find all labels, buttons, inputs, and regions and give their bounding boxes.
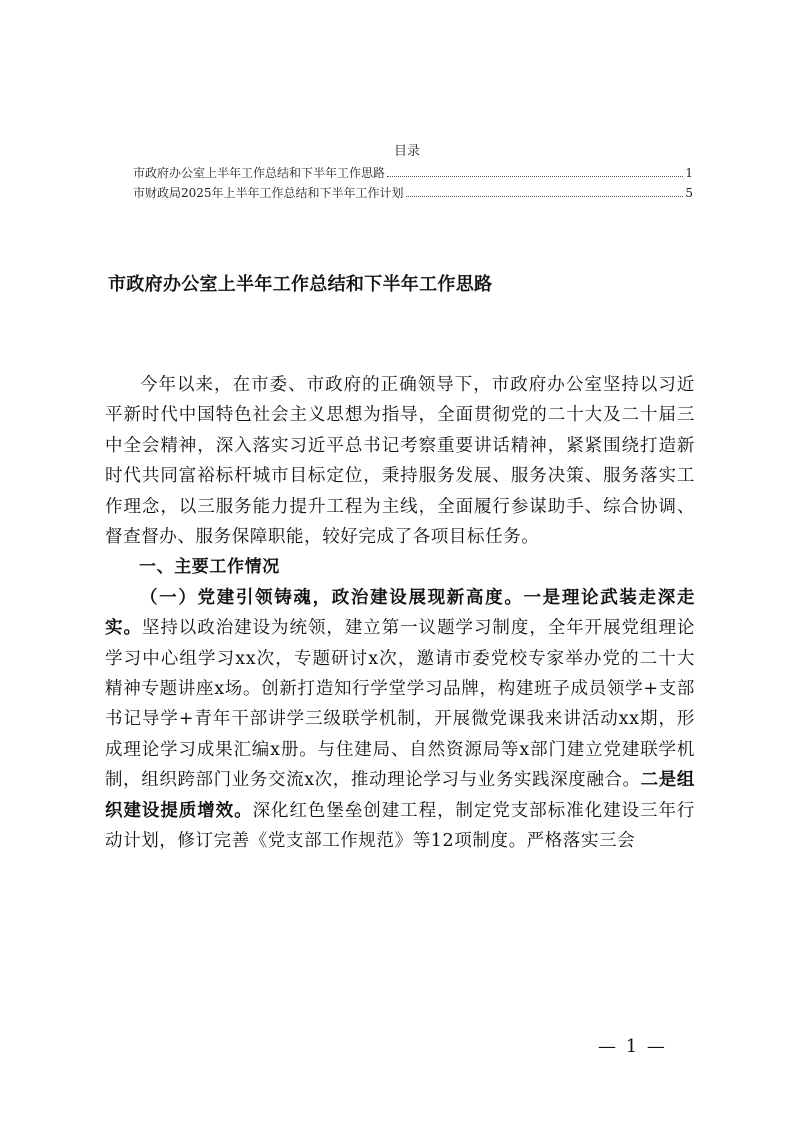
toc-entry-page: 5 (685, 186, 693, 200)
key-point-1: 一是理论武装走深走实。 (105, 587, 695, 639)
page-number: — 1 — (598, 1036, 667, 1057)
document-title: 市政府办公室上半年工作总结和下半年工作思路 (108, 274, 493, 295)
body-paragraph (105, 583, 695, 857)
toc-entry[interactable] (133, 163, 693, 183)
toc-dot-leader (387, 175, 683, 177)
intro-paragraph: 今年以来，在市委、市政府的正确领导下，市政府办公室坚持以习近平新时代中国特色社会主义思想为指导，全面贯彻党的二十大及二十届三中全会精神，深入落实习近平总书记考察重要讲话精神，紧紧围绕打造新时代共同富裕标杆城市目标定位，秉持服务发展、服务决策、服务落实工作理念，以三服务能力提升工程为主线，全面履行参谋助手、综合协调、督查督办、服务保障职能，较好完成了各项目标任务。 (105, 375, 695, 548)
toc-dot-leader (406, 195, 684, 197)
toc-entry-label: 市政府办公室上半年工作总结和下半年工作思路 (133, 166, 386, 180)
paragraph-text-2: 深化红色堡垒创建工程，制定党支部标准化建设三年行动计划，修订完善《党支部工作规范》等12项制度。严格落实三会 (105, 800, 695, 852)
toc-entry-label: 市财政局2025年上半年工作总结和下半年工作计划 (133, 186, 404, 200)
paragraph-text-1: 坚持以政治建设为统领，建立第一议题学习制度，全年开展党组理论学习中心组学习xx次，专题研讨x次，邀请市委党校专家举办党的二十大精神专题讲座x场。创新打造知行学堂学习品牌，构建班子成员领学+支部书记导学+青年干部讲学三级联学机制，开展微党课我来讲活动xx期，形成理论学习成果汇编x册。与住建局、自然资源局等x部门建立党建联学机制，组织跨部门业务交流x次，推动理论学习与业务实践深度融合。 (105, 618, 696, 791)
document-body (105, 370, 695, 857)
subsection-heading: （一）党建引领铸魂，政治建设展现新高度。 (140, 587, 524, 608)
key-point-2: 二是组织建设提质增效。 (105, 770, 695, 821)
table-of-contents (133, 140, 693, 203)
toc-entry-page: 1 (685, 166, 693, 180)
toc-title: 目录 (393, 144, 420, 159)
toc-entry[interactable] (133, 183, 693, 203)
section-heading: 一、主要工作情况 (139, 557, 280, 578)
